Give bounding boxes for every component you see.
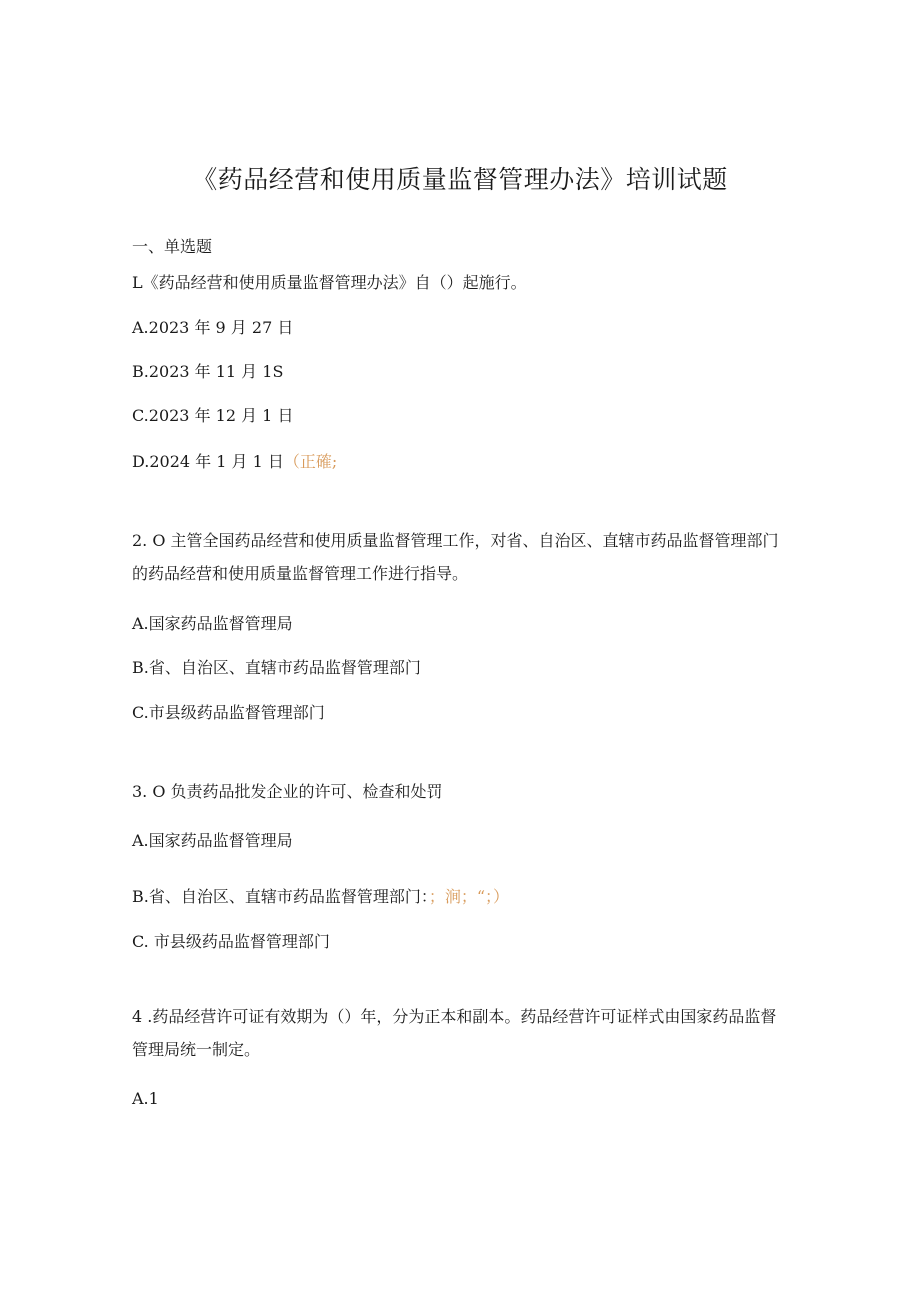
- question-3-option-b-row: [132, 886, 509, 908]
- question-3-option-b: B.省、自治区、直辖市药品监督管理部门：: [132, 887, 429, 906]
- question-1-option-a: A.2023 年 9 月 27 日: [132, 318, 294, 337]
- question-2-option-c: C.市县级药品监督管理部门: [132, 703, 325, 722]
- question-2-option-b: B.省、自治区、直辖市药品监督管理部门: [132, 658, 421, 677]
- question-4-option-a: A.1: [132, 1089, 159, 1108]
- question-3-option-c: C. 市县级药品监督管理部门: [132, 932, 330, 951]
- question-1-stem: L《药品经营和使用质量监督管理办法》自（）起施行。: [132, 273, 527, 292]
- question-3-option-a: A.国家药品监督管理局: [132, 831, 293, 850]
- question-1-option-d-row: [132, 451, 337, 473]
- question-1-option-b: B.2023 年 11 月 1S: [132, 362, 284, 381]
- question-3-answer-mark: ；涧；“；）: [428, 887, 510, 906]
- question-2-option-a: A.国家药品监督管理局: [132, 614, 293, 633]
- question-1-option-c: C.2023 年 12 月 1 日: [132, 406, 294, 425]
- section-heading: 一、单选题: [132, 237, 213, 256]
- question-1-answer-mark: （正確;: [283, 452, 338, 471]
- question-4-stem: 4 .药品经营许可证有效期为（）年，分为正本和副本。药品经营许可证样式由国家药品监督管理局统一制定。: [132, 1007, 777, 1059]
- question-1-option-d: D.2024 年 1 月 1 日: [132, 452, 284, 471]
- question-2-stem: 2. O 主管全国药品经营和使用质量监督管理工作，对省、自治区、直辖市药品监督管理部门的药品经营和使用质量监督管理工作进行指导。: [132, 531, 779, 583]
- document-title: 《药品经营和使用质量监督管理办法》培训试题: [192, 165, 728, 194]
- question-3-stem: 3. O 负责药品批发企业的许可、检查和处罚: [132, 782, 443, 801]
